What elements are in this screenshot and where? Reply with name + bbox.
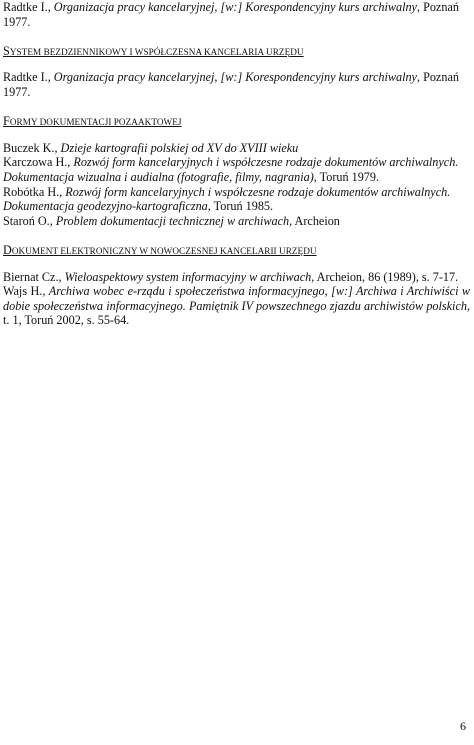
bibliography-entry: Karczowa H., Rozwój form kancelaryjnych i współczesne rodzaje dokumentów archiwalnych. Dokumentacja wizualna i audialna (fotografie, filmy, nagrania), Toruń 1979. [3, 155, 459, 184]
bibliography-entry: Wajs H., Archiwa wobec e-rządu i społeczeństwa informacyjnego, [w:] Archiwa i Archiwiści w dobie społeczeństwa informacyjnego. Pamiętnik IV powszechnego zjazdu archiwistów polskich, t. 1, Toruń 2002, s. 55-64. [3, 284, 470, 328]
entry-details: , Poznań 1977. [3, 70, 459, 99]
section-heading: FORMY DOKUMENTACJI POZAAKTOWEJ [3, 114, 182, 129]
entry-author: Robótka H. [3, 184, 60, 199]
entry-title: Rozwój form kancelaryjnych i współczesne rodzaje dokumentów archiwalnych. Dokumentacja geodezyjno-kartograficzna [3, 184, 451, 214]
entry-details: , t. 1, Toruń 2002, s. 55-64. [3, 298, 470, 328]
section-heading: SYSTEM BEZDZIENNIKOWY I WSPÓŁCZESNA KANCELARIA URZĘDU [3, 43, 304, 58]
bibliography-entry: Robótka H., Rozwój form kancelaryjnych i współczesne rodzaje dokumentów archiwalnych. Dokumentacja geodezyjno-kartograficzna, Toruń 1985. [3, 184, 451, 214]
entry-author: Buczek K. [3, 140, 55, 155]
entry-details: , Toruń 1985. [207, 199, 274, 214]
bibliography-entry: Buczek K., Dzieje kartografii polskiej od XV do XVIII wieku [3, 140, 299, 155]
entry-author: Karczowa H. [3, 155, 68, 170]
entry-title: Problem dokumentacji technicznej w archiwach [55, 213, 290, 228]
entry-details: , Poznań 1977. [3, 0, 459, 29]
bibliography-entry: Radtke I., Organizacja pracy kancelaryjnej, [w:] Korespondencyjny kurs archiwalny, Poznań 1977. [3, 70, 459, 99]
entry-title: Organizacja pracy kancelaryjnej, [w:] Korespondencyjny kurs archiwalny [53, 0, 417, 14]
entry-title: Dzieje kartografii polskiej od XV do XVIII wieku [60, 140, 299, 155]
entry-title: Wieloaspektowy system informacyjny w archiwach [64, 269, 312, 284]
entry-author: Radtke I. [3, 0, 48, 14]
bibliography-content [3, 0, 470, 328]
page-number: 6 [460, 719, 466, 733]
entry-title: Rozwój form kancelaryjnych i współczesne rodzaje dokumentów archiwalnych. Dokumentacja wizualna i audialna (fotografie, filmy, nagrania) [3, 155, 459, 184]
bibliography-entry: Biernat Cz., Wieloaspektowy system informacyjny w archiwach, Archeion, 86 (1989), s. 7-17. [3, 269, 459, 284]
bibliography-entry: Radtke I., Organizacja pracy kancelaryjnej, [w:] Korespondencyjny kurs archiwalny, Poznań 1977. [3, 0, 459, 29]
entry-details: , Toruń 1979. [313, 169, 380, 184]
entry-author: Biernat Cz. [3, 269, 59, 284]
entry-details: , Archeion, 86 (1989), s. 7-17. [311, 269, 459, 284]
entry-details: , Archeion [289, 213, 340, 228]
entry-author: Radtke I. [3, 70, 48, 85]
section-heading: DOKUMENT ELEKTRONICZNY W NOWOCZESNEJ KANCELARII URZĘDU [3, 242, 317, 257]
entry-title: Organizacja pracy kancelaryjnej, [w:] Korespondencyjny kurs archiwalny [53, 70, 417, 85]
entry-title: Archiwa wobec e-rządu i społeczeństwa informacyjnego, [w:] Archiwa i Archiwiści w dobie społeczeństwa informacyjnego. Pamiętnik IV powszechnego zjazdu archiwistów polskich [3, 284, 470, 313]
entry-author: Wajs H. [3, 284, 43, 299]
bibliography-entry: Staroń O., Problem dokumentacji technicznej w archiwach, Archeion [3, 213, 340, 228]
entry-author: Staroń O. [3, 213, 50, 228]
